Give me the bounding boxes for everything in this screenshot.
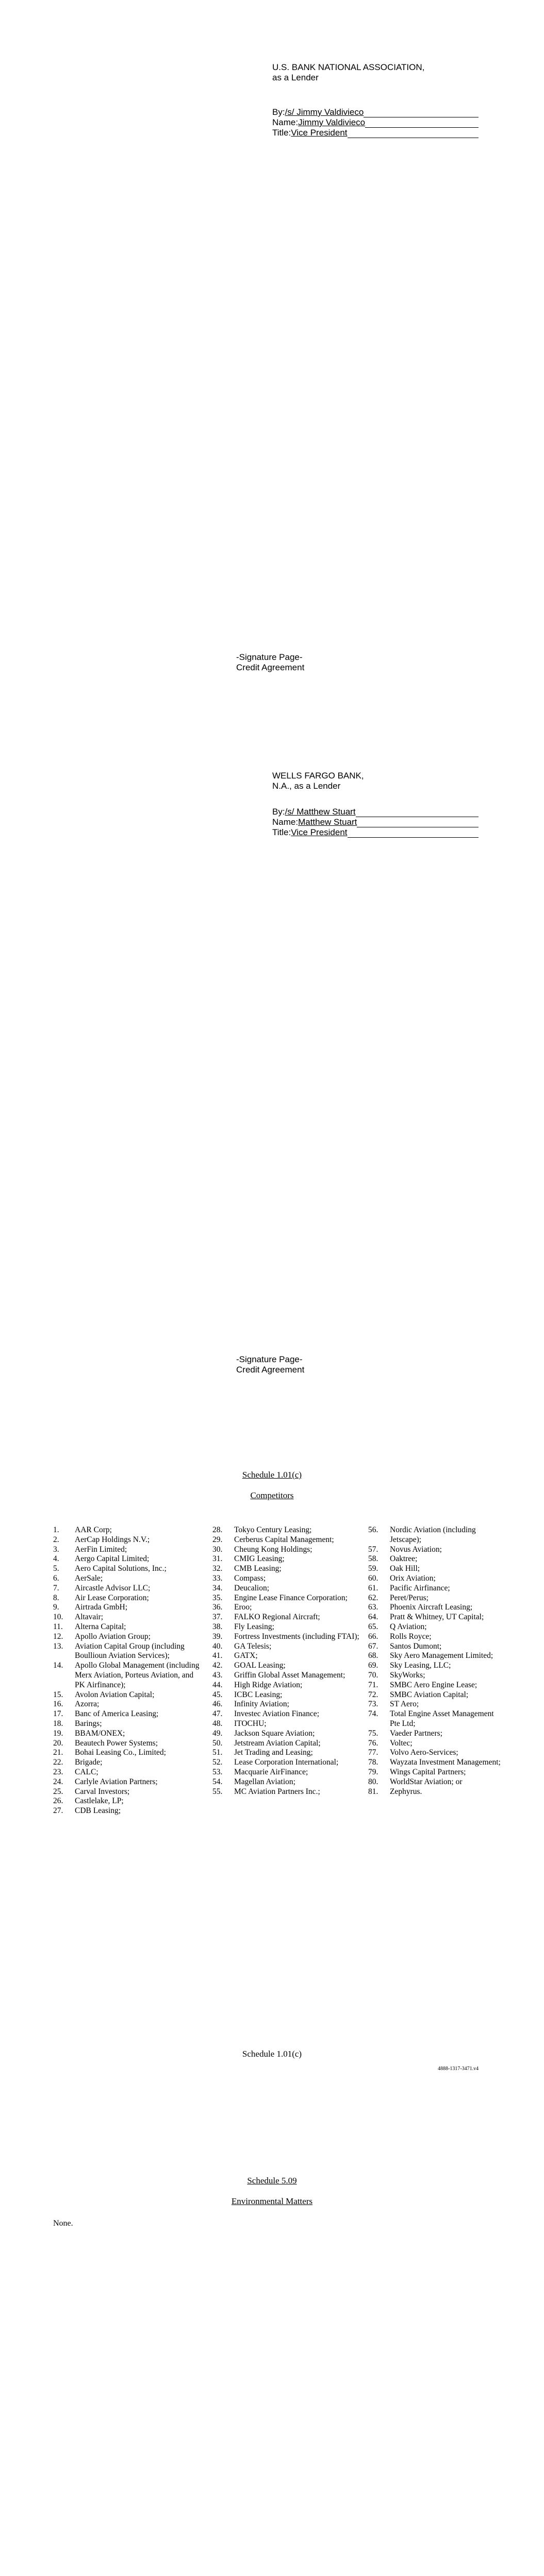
competitor-list-item: [368, 1690, 501, 1700]
competitor-list-item: [368, 1564, 501, 1574]
schedule-101c-footer: Schedule 1.01(c): [242, 2049, 302, 2059]
competitor-number: 35.: [212, 1593, 223, 1602]
competitor-name: Lease Corporation International;: [234, 1758, 339, 1767]
competitor-name: Aircastle Advisor LLC;: [75, 1583, 151, 1592]
competitor-name: Engine Lease Finance Corporation;: [234, 1593, 348, 1602]
competitor-list-item: [212, 1709, 362, 1719]
competitor-list-item: [212, 1632, 362, 1642]
competitor-list-item: [212, 1554, 362, 1564]
competitor-number: 71.: [368, 1680, 378, 1689]
competitor-number: 43.: [212, 1670, 223, 1680]
competitor-list-item: [212, 1594, 362, 1603]
competitor-name: Phoenix Aircraft Leasing;: [390, 1603, 473, 1612]
competitor-number: 12.: [53, 1632, 63, 1641]
competitor-name: CDB Leasing;: [75, 1806, 121, 1816]
competitor-number: 11.: [53, 1622, 63, 1631]
competitor-list-item: [368, 1554, 501, 1564]
competitor-name: Avolon Aviation Capital;: [75, 1690, 155, 1699]
competitor-list-item: [212, 1574, 362, 1584]
signature-page-label: -Signature Page-: [236, 652, 303, 662]
competitor-name: Carval Investors;: [75, 1787, 130, 1796]
competitor-number: 66.: [368, 1632, 378, 1641]
competitor-list-item: [212, 1681, 362, 1690]
competitor-list-item: [53, 1661, 203, 1690]
competitor-list-item: [53, 1642, 203, 1662]
competitor-number: 80.: [368, 1777, 378, 1786]
name-line: [272, 117, 479, 128]
competitor-name: MC Aviation Partners Inc.;: [234, 1787, 320, 1796]
agreement-name: Credit Agreement: [236, 1365, 305, 1375]
competitor-number: 5.: [53, 1564, 59, 1573]
competitor-number: 65.: [368, 1622, 378, 1631]
competitor-list-item: [53, 1545, 203, 1555]
competitor-name: Fortress Investments (including FTAI);: [234, 1632, 359, 1641]
signature-page-caption-1: [236, 652, 304, 673]
competitor-number: 1.: [53, 1526, 59, 1534]
competitor-number: 63.: [368, 1603, 378, 1612]
competitor-list-item: [368, 1584, 501, 1594]
competitor-name: Carlyle Aviation Partners;: [75, 1777, 158, 1786]
competitor-name: Magellan Aviation;: [234, 1777, 295, 1786]
competitor-number: 28.: [212, 1526, 223, 1534]
by-line: [272, 807, 479, 817]
competitor-number: 30.: [212, 1545, 223, 1554]
competitor-list-item: [53, 1709, 203, 1719]
competitor-number: 41.: [212, 1651, 223, 1660]
competitor-list-item: [212, 1700, 362, 1709]
title-label: Title:: [272, 128, 291, 138]
competitor-number: 79.: [368, 1767, 378, 1776]
lender-name-line1: WELLS FARGO BANK,: [272, 771, 364, 781]
competitor-number: 60.: [368, 1573, 378, 1583]
competitor-name: Total Engine Asset Management Pte Ltd;: [390, 1709, 494, 1728]
competitor-name: GATX;: [234, 1651, 258, 1660]
competitor-list-item: [368, 1651, 501, 1661]
by-line: [272, 107, 479, 117]
competitor-number: 59.: [368, 1564, 378, 1573]
competitor-name: Orix Aviation;: [390, 1573, 436, 1583]
competitor-list-item: [368, 1739, 501, 1749]
competitor-number: 38.: [212, 1622, 223, 1631]
competitor-number: 27.: [53, 1806, 63, 1816]
competitor-number: 33.: [212, 1573, 223, 1583]
competitor-list-item: [368, 1709, 501, 1729]
schedule-509-heading: Schedule 5.09: [247, 2176, 297, 2185]
competitor-name: Apollo Aviation Group;: [75, 1632, 151, 1641]
competitor-name: Wayzata Investment Management;: [390, 1758, 501, 1767]
competitor-list-item: [53, 1632, 203, 1642]
competitor-name: Oak Hill;: [390, 1564, 420, 1573]
competitor-number: 70.: [368, 1670, 378, 1680]
competitor-name: AerSale;: [75, 1573, 103, 1583]
competitor-number: 72.: [368, 1690, 378, 1699]
competitor-number: 36.: [212, 1603, 223, 1612]
name-label: Name:: [272, 117, 299, 127]
competitor-name: SMBC Aviation Capital;: [390, 1690, 469, 1699]
competitors-column-3: [368, 1526, 501, 1797]
competitor-list-item: [53, 1700, 203, 1709]
competitor-number: 69.: [368, 1661, 378, 1670]
signature-page-caption-2: [236, 1354, 304, 1375]
competitor-name: Eroo;: [234, 1603, 252, 1612]
competitor-number: 14.: [53, 1661, 63, 1670]
competitor-name: GOAL Leasing;: [234, 1661, 286, 1670]
competitor-name: Compass;: [234, 1573, 266, 1583]
competitor-number: 47.: [212, 1709, 223, 1719]
competitor-list-item: [212, 1777, 362, 1787]
competitor-list-item: [53, 1526, 203, 1535]
competitor-list-item: [53, 1739, 203, 1749]
competitor-list-item: [368, 1526, 501, 1545]
competitor-name: FALKO Regional Aircraft;: [234, 1613, 320, 1622]
competitors-column-2: [212, 1526, 362, 1797]
competitor-number: 50.: [212, 1738, 223, 1748]
competitor-list-item: [212, 1787, 362, 1797]
competitor-list-item: [212, 1651, 362, 1661]
competitor-list-item: [212, 1719, 362, 1729]
competitor-name: ST Aero;: [390, 1700, 419, 1709]
competitor-number: 8.: [53, 1593, 59, 1602]
competitor-number: 62.: [368, 1593, 378, 1602]
competitor-list-item: [368, 1748, 501, 1758]
title-line: [272, 827, 479, 838]
competitor-number: 6.: [53, 1573, 59, 1583]
environmental-matters-heading: Environmental Matters: [231, 2196, 313, 2206]
competitor-number: 44.: [212, 1680, 223, 1689]
competitor-name: Fly Leasing;: [234, 1622, 274, 1631]
competitor-number: 56.: [368, 1526, 378, 1534]
competitor-list-item: [53, 1777, 203, 1787]
signer-name: Matthew Stuart: [298, 817, 357, 827]
signer-name: Jimmy Valdivieco: [298, 117, 366, 127]
competitor-name: Pacific Airfinance;: [390, 1583, 450, 1592]
competitor-number: 42.: [212, 1661, 223, 1670]
competitor-name: Macquarie AirFinance;: [234, 1767, 308, 1776]
competitor-number: 16.: [53, 1700, 63, 1709]
competitor-name: Cerberus Capital Management;: [234, 1535, 334, 1544]
competitor-number: 19.: [53, 1728, 63, 1738]
competitor-name: AAR Corp;: [75, 1526, 112, 1534]
competitor-list-item: [368, 1613, 501, 1622]
competitor-number: 49.: [212, 1728, 223, 1738]
competitor-name: CALC;: [75, 1767, 98, 1776]
competitor-list-item: [368, 1594, 501, 1603]
competitor-name: Barings;: [75, 1719, 102, 1728]
competitor-list-item: [212, 1729, 362, 1739]
competitor-name: CMB Leasing;: [234, 1564, 282, 1573]
competitor-number: 32.: [212, 1564, 223, 1573]
competitor-name: Investec Aviation Finance;: [234, 1709, 319, 1719]
competitor-list-item: [212, 1613, 362, 1622]
signature-page-label: -Signature Page-: [236, 1354, 303, 1364]
competitor-number: 68.: [368, 1651, 378, 1660]
competitor-list-item: [212, 1584, 362, 1594]
competitor-number: 77.: [368, 1748, 378, 1757]
competitor-list-item: [53, 1594, 203, 1603]
competitors-heading: Competitors: [250, 1490, 294, 1500]
competitor-number: 20.: [53, 1738, 63, 1748]
competitor-list-item: [368, 1574, 501, 1584]
competitor-number: 25.: [53, 1787, 63, 1796]
competitor-number: 13.: [53, 1641, 63, 1651]
document-id: 4888-1317-3471.v4: [438, 2066, 479, 2072]
competitor-list-item: [368, 1681, 501, 1690]
competitor-number: 24.: [53, 1777, 63, 1786]
competitor-list-item: [53, 1806, 203, 1816]
competitor-name: Novus Aviation;: [390, 1545, 442, 1554]
competitor-number: 53.: [212, 1767, 223, 1776]
competitor-list-item: [368, 1642, 501, 1652]
competitor-name: ITOCHU;: [234, 1719, 267, 1728]
competitor-list-item: [368, 1671, 501, 1681]
competitor-number: 61.: [368, 1583, 378, 1592]
competitor-list-item: [368, 1700, 501, 1709]
competitor-list-item: [368, 1777, 501, 1787]
competitor-list-item: [212, 1545, 362, 1555]
competitor-number: 37.: [212, 1613, 223, 1622]
title-line: [272, 128, 479, 138]
competitor-name: Air Lease Corporation;: [75, 1593, 149, 1602]
competitor-list-item: [212, 1622, 362, 1632]
competitor-name: Jetstream Aviation Capital;: [234, 1738, 321, 1748]
competitor-list-item: [368, 1622, 501, 1632]
competitor-list-item: [53, 1613, 203, 1622]
competitor-list-item: [212, 1535, 362, 1545]
competitor-list-item: [212, 1671, 362, 1681]
competitor-name: Alterna Capital;: [75, 1622, 126, 1631]
signer-title: Vice President: [291, 128, 348, 138]
competitor-list-item: [368, 1632, 501, 1642]
competitor-name: Peret/Perus;: [390, 1593, 428, 1602]
competitor-number: 22.: [53, 1758, 63, 1767]
competitor-name: Banc of America Leasing;: [75, 1709, 159, 1719]
competitor-list-item: [368, 1787, 501, 1797]
competitor-name: Jet Trading and Leasing;: [234, 1748, 313, 1757]
competitor-number: 81.: [368, 1787, 378, 1796]
title-label: Title:: [272, 827, 291, 837]
competitor-name: Cheung Kong Holdings;: [234, 1545, 312, 1554]
competitor-name: Bohai Leasing Co., Limited;: [75, 1748, 166, 1757]
competitor-name: SkyWorks;: [390, 1670, 425, 1680]
schedule-101c-heading: Schedule 1.01(c): [242, 1470, 302, 1480]
competitor-name: CMIG Leasing;: [234, 1554, 285, 1564]
competitor-name: SMBC Aero Engine Lease;: [390, 1680, 477, 1689]
competitor-list-item: [368, 1768, 501, 1777]
competitor-list-item: [53, 1535, 203, 1545]
competitor-number: 39.: [212, 1632, 223, 1641]
competitor-list-item: [53, 1584, 203, 1594]
competitor-list-item: [368, 1758, 501, 1768]
competitor-list-item: [53, 1719, 203, 1729]
competitor-list-item: [212, 1564, 362, 1574]
competitor-number: 18.: [53, 1719, 63, 1728]
competitor-name: Q Aviation;: [390, 1622, 427, 1631]
competitor-name: Sky Aero Management Limited;: [390, 1651, 493, 1660]
competitor-name: Rolls Royce;: [390, 1632, 432, 1641]
competitor-list-item: [53, 1574, 203, 1584]
competitor-list-item: [53, 1554, 203, 1564]
competitor-name: Beautech Power Systems;: [75, 1738, 158, 1748]
competitor-number: 23.: [53, 1767, 63, 1776]
competitor-number: 76.: [368, 1738, 378, 1748]
competitor-list-item: [53, 1564, 203, 1574]
competitor-name: Apollo Global Management (including Merx Aviation, Porteus Aviation, and PK Airfinance);: [75, 1661, 200, 1689]
name-line: [272, 817, 479, 827]
competitor-list-item: [53, 1787, 203, 1797]
competitor-name: Sky Leasing, LLC;: [390, 1661, 451, 1670]
competitor-list-item: [368, 1603, 501, 1613]
environmental-matters-body: None.: [53, 2219, 73, 2228]
competitor-number: 7.: [53, 1583, 59, 1592]
competitor-name: Griffin Global Asset Management;: [234, 1670, 345, 1680]
by-signature: /s/ Matthew Stuart: [285, 807, 356, 817]
competitor-list-item: [212, 1758, 362, 1768]
competitor-name: Aero Capital Solutions, Inc.;: [75, 1564, 167, 1573]
competitor-name: Brigade;: [75, 1758, 103, 1767]
competitor-number: 26.: [53, 1797, 63, 1806]
competitor-list-item: [212, 1748, 362, 1758]
competitor-name: Vaeder Partners;: [390, 1728, 442, 1738]
competitor-number: 51.: [212, 1748, 223, 1757]
by-signature: /s/ Jimmy Valdivieco: [285, 107, 364, 117]
competitor-number: 73.: [368, 1700, 378, 1709]
competitor-number: 57.: [368, 1545, 378, 1554]
competitor-number: 67.: [368, 1641, 378, 1651]
competitor-number: 64.: [368, 1613, 378, 1622]
competitor-name: Tokyo Century Leasing;: [234, 1526, 312, 1534]
competitor-name: Infinity Aviation;: [234, 1700, 289, 1709]
competitor-name: Jackson Square Aviation;: [234, 1728, 315, 1738]
competitor-list-item: [212, 1768, 362, 1777]
competitor-number: 46.: [212, 1700, 223, 1709]
signer-title: Vice President: [291, 827, 348, 837]
lender-name-line2: N.A., as a Lender: [272, 781, 341, 791]
competitor-number: 75.: [368, 1728, 378, 1738]
competitor-list-item: [212, 1661, 362, 1671]
by-label: By:: [272, 107, 285, 117]
lender-name-line1: U.S. BANK NATIONAL ASSOCIATION,: [272, 62, 425, 72]
competitor-name: ICBC Leasing;: [234, 1690, 283, 1699]
competitors-column-1: [53, 1526, 203, 1816]
competitor-number: 48.: [212, 1719, 223, 1728]
competitor-number: 52.: [212, 1758, 223, 1767]
competitor-list-item: [212, 1739, 362, 1749]
competitor-list-item: [53, 1690, 203, 1700]
competitor-number: 2.: [53, 1535, 59, 1544]
competitor-list-item: [53, 1758, 203, 1768]
competitor-number: 31.: [212, 1554, 223, 1564]
competitor-list-item: [53, 1748, 203, 1758]
competitor-number: 9.: [53, 1603, 59, 1612]
competitor-number: 34.: [212, 1583, 223, 1592]
competitor-number: 3.: [53, 1545, 59, 1554]
competitor-name: Pratt & Whitney, UT Capital;: [390, 1613, 484, 1622]
competitor-number: 4.: [53, 1554, 59, 1564]
competitor-number: 78.: [368, 1758, 378, 1767]
competitor-name: Aergo Capital Limited;: [75, 1554, 150, 1564]
competitor-list-item: [212, 1642, 362, 1652]
competitor-name: Santos Dumont;: [390, 1641, 442, 1651]
competitor-number: 45.: [212, 1690, 223, 1699]
competitor-name: Altavair;: [75, 1613, 104, 1622]
agreement-name: Credit Agreement: [236, 663, 305, 672]
competitor-list-item: [53, 1622, 203, 1632]
by-label: By:: [272, 807, 285, 817]
competitor-number: 74.: [368, 1709, 378, 1719]
competitor-name: Airtrada GmbH;: [75, 1603, 128, 1612]
competitor-number: 15.: [53, 1690, 63, 1699]
competitor-name: High Ridge Aviation;: [234, 1680, 303, 1689]
competitor-number: 17.: [53, 1709, 63, 1719]
competitor-list-item: [212, 1526, 362, 1535]
competitor-number: 21.: [53, 1748, 63, 1757]
competitor-name: Nordic Aviation (including Jetscape);: [390, 1526, 476, 1544]
competitor-list-item: [212, 1603, 362, 1613]
competitor-list-item: [368, 1729, 501, 1739]
competitor-number: 29.: [212, 1535, 223, 1544]
competitor-list-item: [53, 1768, 203, 1777]
competitor-list-item: [53, 1603, 203, 1613]
competitor-name: Deucalion;: [234, 1583, 270, 1592]
name-label: Name:: [272, 817, 299, 827]
lender-name-line2: as a Lender: [272, 73, 319, 82]
competitor-name: Castlelake, LP;: [75, 1797, 124, 1806]
competitor-list-item: [212, 1690, 362, 1700]
wells-fargo-signature-block: [272, 771, 479, 838]
competitor-list-item: [368, 1661, 501, 1671]
competitor-name: AerCap Holdings N.V.;: [75, 1535, 150, 1544]
competitor-name: Voltec;: [390, 1738, 413, 1748]
competitor-name: Azorra;: [75, 1700, 100, 1709]
competitor-number: 40.: [212, 1641, 223, 1651]
competitor-name: Aviation Capital Group (including Boullioun Aviation Services);: [75, 1641, 185, 1660]
competitor-number: 58.: [368, 1554, 378, 1564]
competitor-name: BBAM/ONEX;: [75, 1728, 125, 1738]
competitor-number: 10.: [53, 1613, 63, 1622]
competitor-name: Wings Capital Partners;: [390, 1767, 466, 1776]
competitor-name: Oaktree;: [390, 1554, 418, 1564]
competitor-number: 54.: [212, 1777, 223, 1786]
competitor-name: AerFin Limited;: [75, 1545, 127, 1554]
competitor-list-item: [53, 1797, 203, 1806]
competitor-name: WorldStar Aviation; or: [390, 1777, 463, 1786]
competitor-name: Volvo Aero-Services;: [390, 1748, 458, 1757]
competitor-name: GA Telesis;: [234, 1641, 272, 1651]
competitor-number: 55.: [212, 1787, 223, 1796]
competitor-name: Zephyrus.: [390, 1787, 422, 1796]
us-bank-signature-block: [272, 62, 479, 138]
competitor-list-item: [368, 1545, 501, 1555]
competitor-list-item: [53, 1729, 203, 1739]
